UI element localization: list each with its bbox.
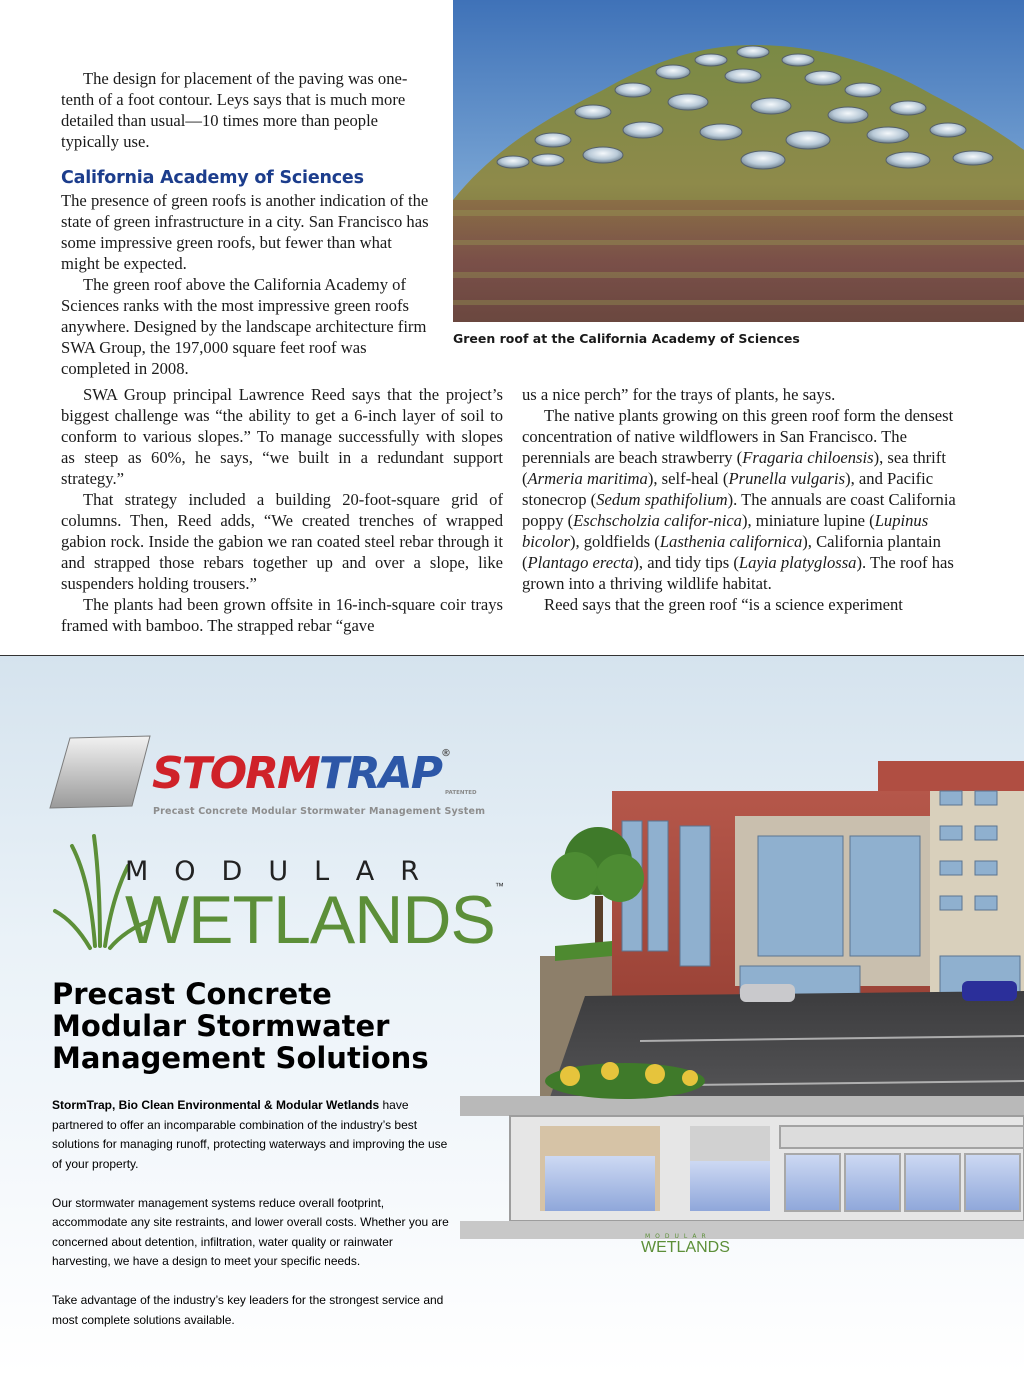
ad-paragraph: Take advantage of the industry’s key leaders for the strongest service and most complete solutions available. xyxy=(52,1293,444,1327)
stormtrap-st-logo xyxy=(50,736,150,808)
article-paragraph: The presence of green roofs is another indication of the state of green infrastructure in a city. San Francisco has some impressive green roofs, but fewer than what might be expected. xyxy=(61,191,429,273)
ad-paragraph-rest: have partnered to offer an incomparable combination of the industry’s best solutions for managing runoff, protecting waterways and improving the use of your property. xyxy=(52,1098,448,1171)
brand-trap: TRAP xyxy=(318,748,441,799)
species-name: Fragaria chiloensis xyxy=(742,448,874,467)
text-run: ), and Pacific stonecrop ( xyxy=(522,469,934,509)
species-name: Armeria maritima xyxy=(527,469,648,488)
article-paragraph: us a nice perch” for the trays of plants, he says. xyxy=(522,385,836,404)
modular-wetlands-top: MODULAR xyxy=(125,856,445,887)
article-paragraph: The plants had been grown offsite in 16-inch-square coir trays framed with bamboo. The strapped rebar “gave xyxy=(61,595,503,635)
article-paragraph: That strategy included a building 20-foot-square grid of columns. Then, Reed adds, “We created trenches of wrapped gabion rock. Inside the gabion we ran coated steel rebar through it and strapped those rebars together up and over a slope, like suspenders holding trousers.” xyxy=(61,490,503,593)
text-run: ), California plantain ( xyxy=(522,532,941,572)
ad-paragraph-lead: StormTrap, Bio Clean Environmental & Modular Wetlands xyxy=(52,1098,380,1112)
text-run: ). The roof has grown into a thriving wildlife habitat. xyxy=(522,553,954,593)
ad-paragraph: Our stormwater management systems reduce overall footprint, accommodate any site restraints, and lower overall costs. Whether you are concerned about detention, infiltration, water quality or rainwater harvesting, we have a design to meet your specific needs. xyxy=(52,1195,449,1268)
brand-storm: STORM xyxy=(152,748,319,799)
modular-wetlands-logo xyxy=(125,881,503,959)
registered-mark: ® xyxy=(440,748,449,759)
green-roof-photo xyxy=(453,0,1024,322)
article-column-left-top xyxy=(61,68,433,379)
stormtrap-logo-text xyxy=(152,748,449,799)
article-paragraph: Reed says that the green roof “is a science experiment xyxy=(544,595,903,614)
species-name: Lasthenia californica xyxy=(659,532,803,551)
text-run: ), goldfields ( xyxy=(569,532,660,551)
article-paragraph: SWA Group principal Lawrence Reed says that the project’s biggest challenge was “the ability to get a 6-inch layer of soil to conform to various slopes.” To manage successfully with slopes as steep as 60%, he says, “we built in a redundant support strategy.” xyxy=(61,385,503,488)
text-run: The native plants growing on this green roof form the densest concentration of native wildflowers in San Francisco. The perennials are beach strawberry ( xyxy=(522,406,954,467)
article-paragraph: The green roof above the California Academy of Sciences ranks with the most impressive green roofs anywhere. Designed by the landscape architecture firm SWA Group, the 197,000 square feet roof was completed in 2008. xyxy=(61,275,427,378)
small-wetlands-top: MODULAR xyxy=(645,1233,711,1240)
species-name: Lupinus bicolor xyxy=(522,511,929,551)
stormtrap-advertisement xyxy=(0,656,1024,1375)
species-name: Plantago erecta xyxy=(527,553,634,572)
ad-headline xyxy=(52,978,429,1074)
wetlands-word: WETLANDS xyxy=(125,882,495,958)
small-wetlands-logo: WETLANDS xyxy=(641,1239,730,1256)
article-paragraph: The design for placement of the paving was one-tenth of a foot contour. Leys says that is much more detailed than usual—10 times more than people typically use. xyxy=(61,69,408,151)
species-name: Sedum spathifolium xyxy=(596,490,728,509)
text-run: ), self-heal ( xyxy=(647,469,729,488)
species-name: Prunella vulgaris xyxy=(728,469,846,488)
text-run: ), and tidy tips ( xyxy=(633,553,739,572)
ad-paragraph xyxy=(52,1096,452,1174)
stormtrap-tagline: Precast Concrete Modular Stormwater Management System xyxy=(153,806,486,817)
office-building-illustration xyxy=(551,761,1024,1001)
article-column-left-bottom xyxy=(61,384,503,636)
text-run: ). The annuals are coast California poppy ( xyxy=(522,490,956,530)
article-column-right xyxy=(522,384,964,615)
text-run: ), miniature lupine ( xyxy=(741,511,875,530)
species-name: Eschscholzia califor-nica xyxy=(573,511,742,530)
article-paragraph-plants xyxy=(522,405,964,594)
ad-body-text xyxy=(52,1096,452,1350)
section-heading: California Academy of Sciences xyxy=(61,168,364,188)
species-name: Layia platyglossa xyxy=(738,553,857,572)
patented-label: PATENTED xyxy=(445,790,477,796)
article-section xyxy=(0,0,1024,656)
text-run: ), sea thrift ( xyxy=(522,448,946,488)
trademark-mark: ™ xyxy=(494,881,503,891)
headline-line: Management Solutions xyxy=(52,1041,429,1075)
headline-line: Precast Concrete xyxy=(52,977,332,1011)
headline-line: Modular Stormwater xyxy=(52,1009,390,1043)
photo-caption: Green roof at the California Academy of Sciences xyxy=(453,331,800,346)
